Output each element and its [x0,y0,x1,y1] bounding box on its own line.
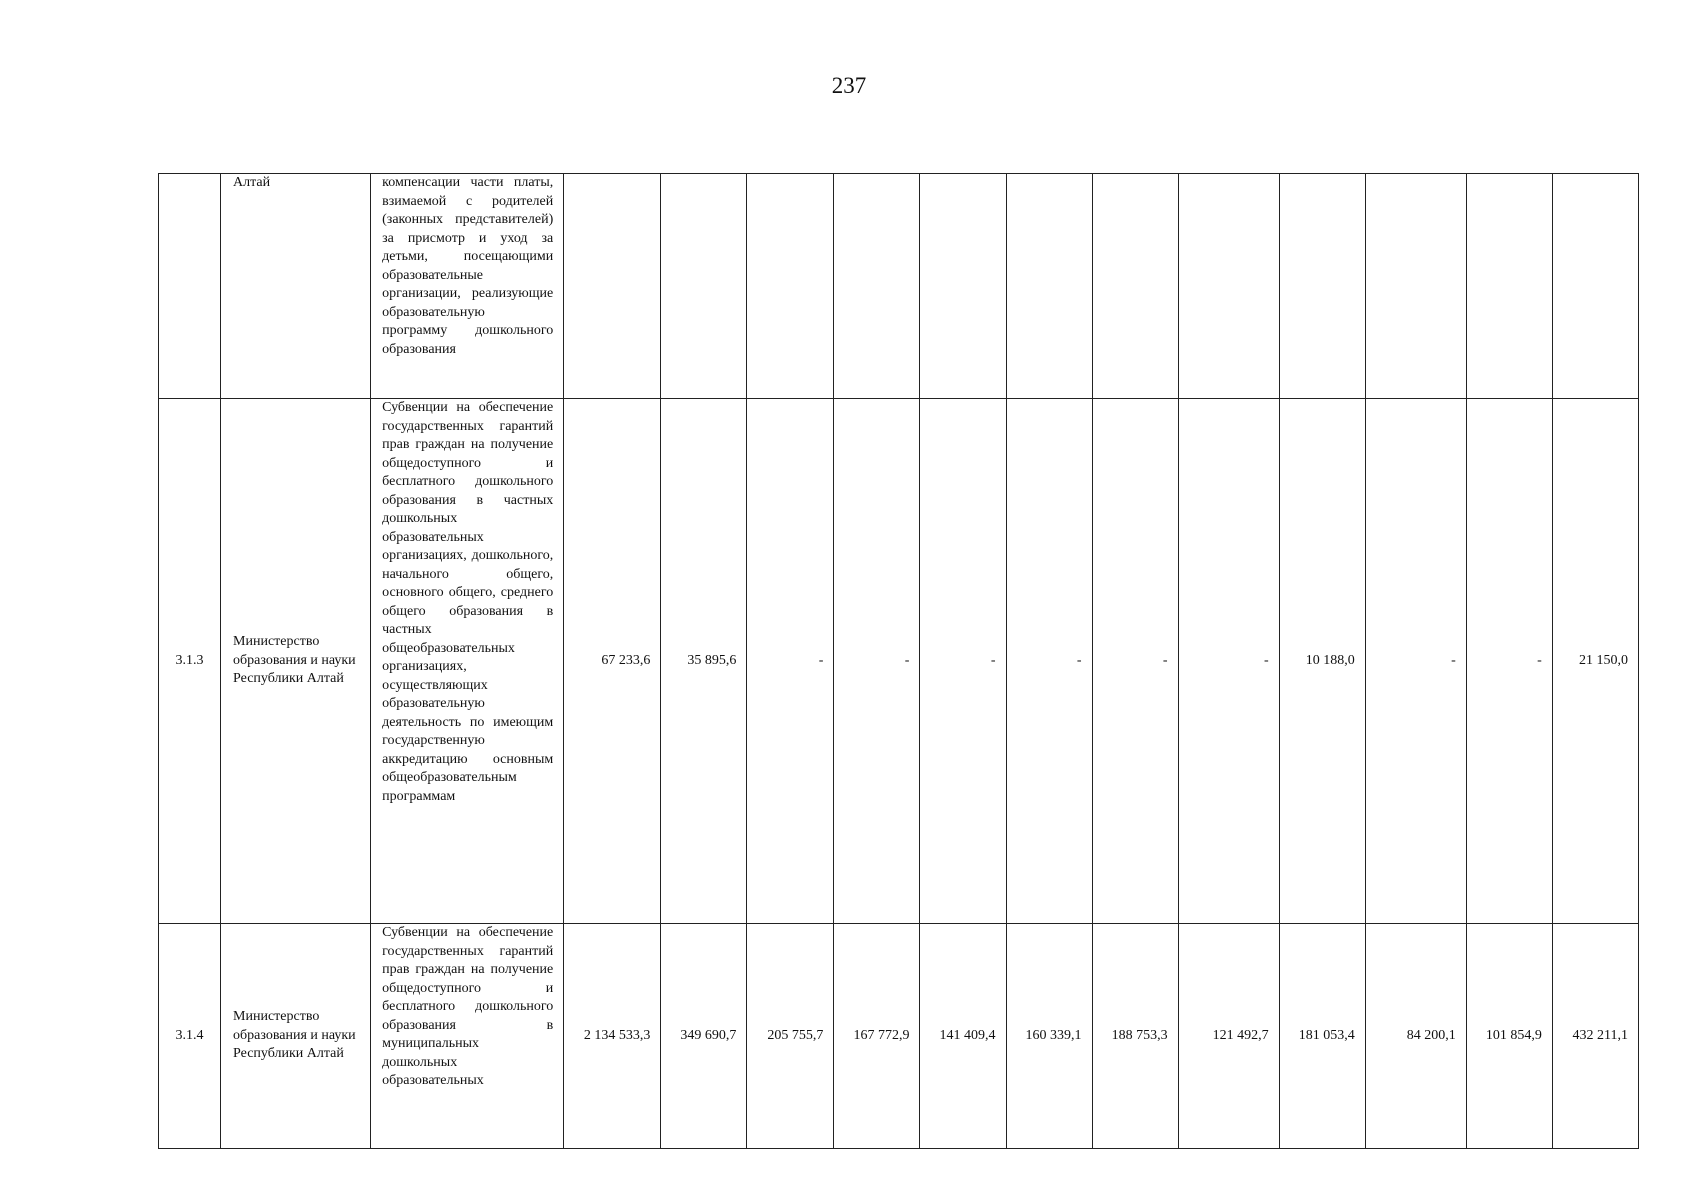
value-cell: 349 690,7 [661,924,747,1149]
table-row [159,924,1639,1149]
value-cell: - [920,399,1006,924]
value-cell: - [1466,399,1552,924]
budget-table [158,173,1639,1149]
description-cell: Субвенции на обеспечение государственных гарантий прав граждан на получение общедоступного и бесплатного дошкольного образования в частных дошкольных образовательных организациях, дошкольного, начального общего, основного общего, среднего общего образования в частных общеобразовательных организациях, осуществляющих образовательную деятельность по имеющим государственную аккредитацию основным общеобразовательным программам [371,399,564,924]
value-cell [1092,174,1178,399]
value-cell: 121 492,7 [1178,924,1279,1149]
value-cell: - [1006,399,1092,924]
page-number: 237 [831,73,867,98]
value-cell: - [1365,399,1466,924]
value-cell: - [1092,399,1178,924]
value-cell: 101 854,9 [1466,924,1552,1149]
value-cell: 67 233,6 [564,399,661,924]
description-cell: компенсации части платы, взимаемой с родителей (законных представителей) за присмотр и уход за детьми, посещающими образовательные организации, реализующие образовательную программу дошкольного образования [371,174,564,399]
value-cell: 10 188,0 [1279,399,1365,924]
value-cell [747,174,834,399]
value-cell: - [1178,399,1279,924]
value-cell: 188 753,3 [1092,924,1178,1149]
value-cell: 432 211,1 [1552,924,1638,1149]
value-cell [1178,174,1279,399]
value-cell [661,174,747,399]
value-cell: 84 200,1 [1365,924,1466,1149]
value-cell: 141 409,4 [920,924,1006,1149]
value-cell: - [834,399,920,924]
value-cell: 167 772,9 [834,924,920,1149]
row-number-cell [159,174,221,399]
value-cell [920,174,1006,399]
table-row [159,174,1639,399]
responsible-cell: Министерство образования и науки Республики Алтай [221,399,371,924]
description-cell: Субвенции на обеспечение государственных гарантий прав граждан на получение общедоступного и бесплатного дошкольного образования в муниципальных дошкольных образовательных [371,924,564,1149]
responsible-cell: Алтай [221,174,371,399]
value-cell [1365,174,1466,399]
value-cell [1552,174,1638,399]
table-row [159,399,1639,924]
value-cell: 2 134 533,3 [564,924,661,1149]
value-cell [1466,174,1552,399]
value-cell: 160 339,1 [1006,924,1092,1149]
value-cell: 181 053,4 [1279,924,1365,1149]
value-cell: 205 755,7 [747,924,834,1149]
value-cell [564,174,661,399]
row-number-cell: 3.1.4 [159,924,221,1149]
value-cell [1279,174,1365,399]
value-cell: 21 150,0 [1552,399,1638,924]
row-number-cell: 3.1.3 [159,399,221,924]
value-cell: 35 895,6 [661,399,747,924]
responsible-cell: Министерство образования и науки Республики Алтай [221,924,371,1149]
value-cell [1006,174,1092,399]
value-cell: - [747,399,834,924]
value-cell [834,174,920,399]
